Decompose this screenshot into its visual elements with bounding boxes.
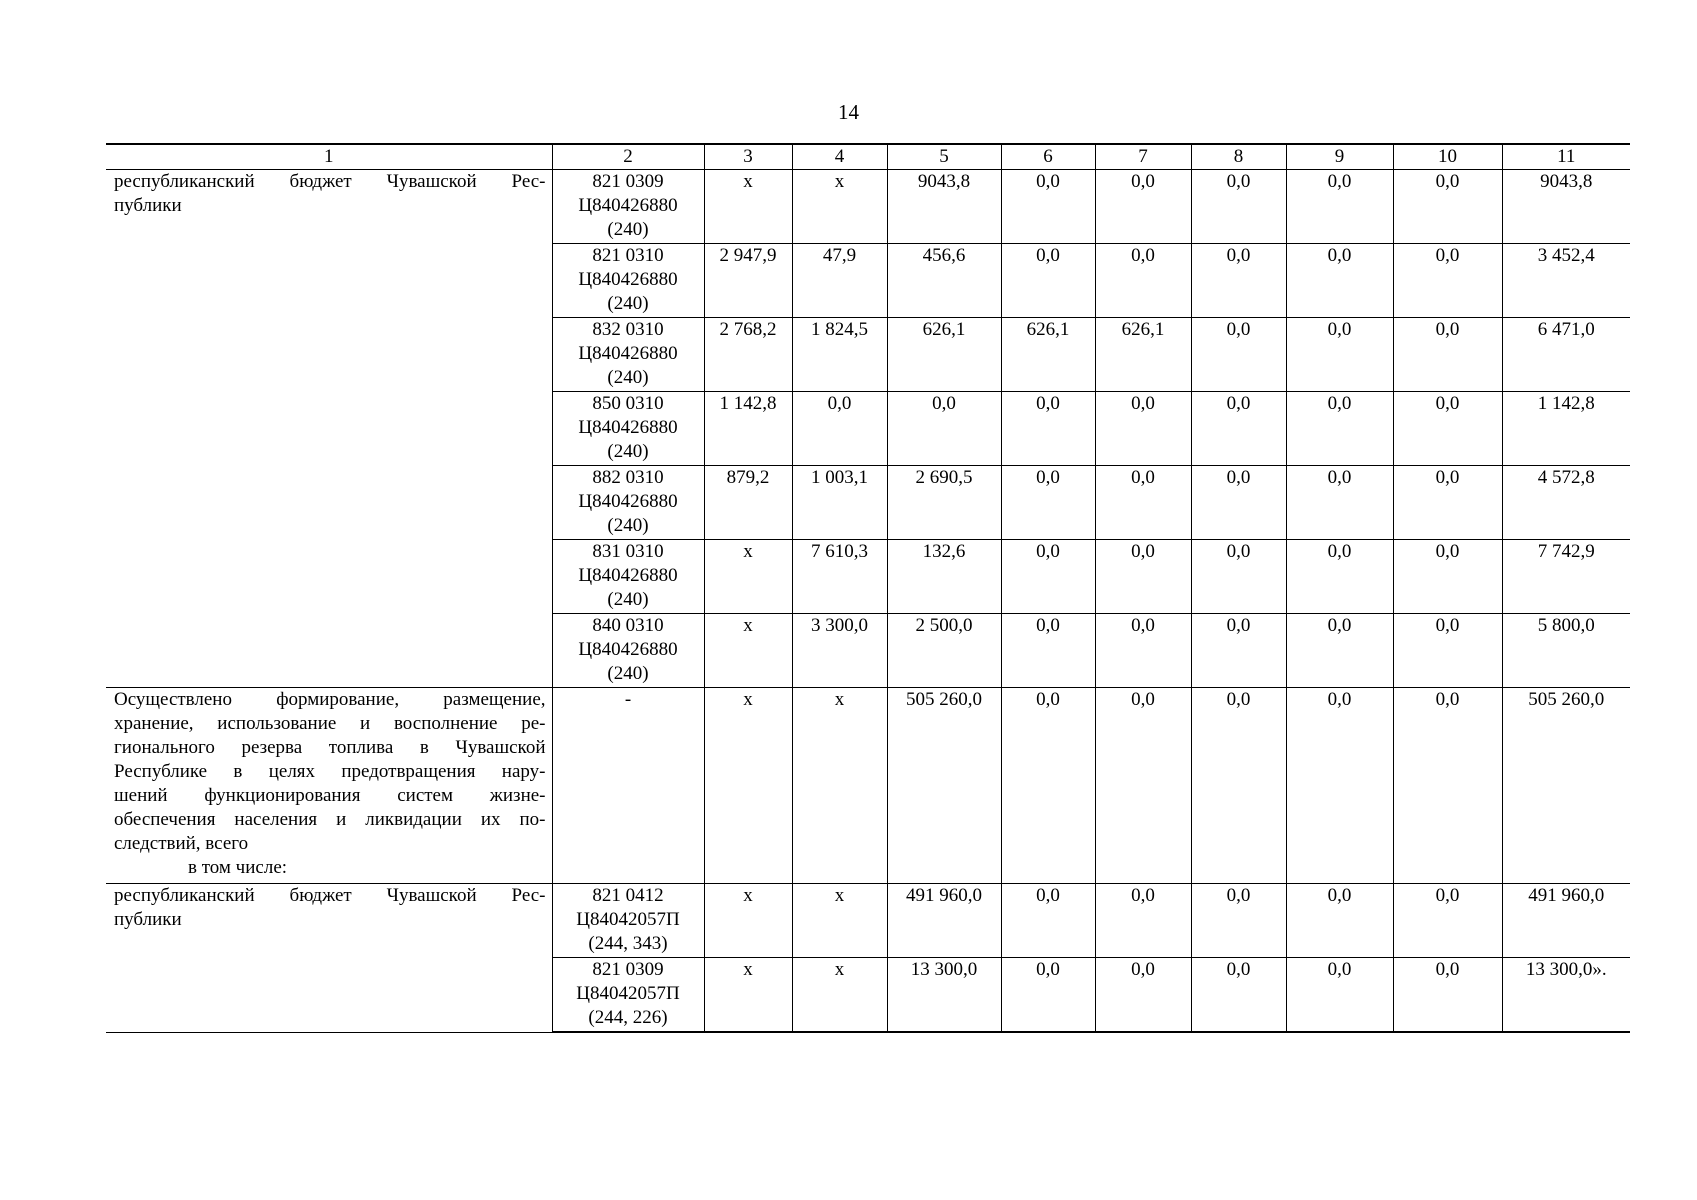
value-cell: 0,0: [1095, 614, 1191, 688]
budget-code-line: 821 0309: [592, 959, 664, 980]
description-line: публики: [114, 195, 182, 216]
value-cell: 0,0: [1286, 318, 1393, 392]
value-cell: 626,1: [887, 318, 1001, 392]
value-cell: 0,0: [1393, 466, 1502, 540]
column-header: 4: [792, 144, 887, 170]
budget-code-line: Ц840426880: [578, 269, 678, 290]
row-description: [106, 688, 552, 884]
value-cell: 0,0: [1001, 392, 1095, 466]
value-cell: 13 300,0: [887, 958, 1001, 1033]
value-cell: 0,0: [1191, 392, 1286, 466]
value-cell: 0,0: [1095, 884, 1191, 958]
value-cell: 626,1: [1095, 318, 1191, 392]
value-cell: 0,0: [1001, 688, 1095, 884]
value-cell: 0,0: [1001, 540, 1095, 614]
value-cell: 0,0: [1393, 540, 1502, 614]
budget-code-line: (244, 226): [588, 1007, 668, 1028]
value-cell: 132,6: [887, 540, 1001, 614]
value-cell: 0,0: [887, 392, 1001, 466]
value-cell: 0,0: [1191, 466, 1286, 540]
value-cell: 456,6: [887, 244, 1001, 318]
description-line: гионального резерва топлива в Чувашской: [114, 737, 546, 758]
value-cell: 0,0: [1095, 244, 1191, 318]
value-cell: 0,0: [1095, 688, 1191, 884]
value-cell: 0,0: [1393, 688, 1502, 884]
table-body: [106, 144, 1630, 1032]
column-header: 8: [1191, 144, 1286, 170]
column-header: 5: [887, 144, 1001, 170]
column-header: 7: [1095, 144, 1191, 170]
value-cell: 505 260,0: [887, 688, 1001, 884]
budget-code-line: 821 0412: [592, 885, 664, 906]
budget-code-line: Ц840426880: [578, 491, 678, 512]
value-cell: 3 300,0: [792, 614, 887, 688]
value-cell: 9043,8: [1502, 170, 1630, 244]
value-cell: 3 452,4: [1502, 244, 1630, 318]
description-line: следствий, всего: [114, 833, 249, 854]
budget-code-line: (240): [607, 663, 649, 684]
value-cell: 0,0: [1286, 958, 1393, 1033]
value-cell: 0,0: [1001, 170, 1095, 244]
description-line: республиканский бюджет Чувашской Рес-: [114, 171, 546, 192]
budget-code-line: 831 0310: [592, 541, 664, 562]
value-cell: х: [704, 958, 792, 1033]
value-cell: 4 572,8: [1502, 466, 1630, 540]
column-header: 11: [1502, 144, 1630, 170]
value-cell: 491 960,0: [1502, 884, 1630, 958]
value-cell: 0,0: [1286, 884, 1393, 958]
value-cell: 2 947,9: [704, 244, 792, 318]
value-cell: 0,0: [1095, 540, 1191, 614]
value-cell: 0,0: [1001, 244, 1095, 318]
value-cell: 2 690,5: [887, 466, 1001, 540]
table-row: [106, 884, 1630, 958]
value-cell: 0,0: [1286, 392, 1393, 466]
value-cell: 0,0: [1001, 958, 1095, 1033]
value-cell: 0,0: [1393, 884, 1502, 958]
value-cell: 0,0: [1001, 614, 1095, 688]
budget-code-line: Ц84042057П: [576, 909, 680, 930]
value-cell: 13 300,0».: [1502, 958, 1630, 1033]
value-cell: 0,0: [1393, 170, 1502, 244]
budget-code-line: Ц840426880: [578, 343, 678, 364]
column-header: 2: [552, 144, 704, 170]
description-line: публики: [114, 909, 182, 930]
value-cell: 0,0: [1393, 318, 1502, 392]
value-cell: 0,0: [1286, 688, 1393, 884]
budget-code-line: (240): [607, 515, 649, 536]
value-cell: 505 260,0: [1502, 688, 1630, 884]
value-cell: 5 800,0: [1502, 614, 1630, 688]
value-cell: 0,0: [1001, 884, 1095, 958]
budget-code-line: (240): [607, 293, 649, 314]
description-line: шений функционирования систем жизне-: [114, 785, 546, 806]
value-cell: 491 960,0: [887, 884, 1001, 958]
value-cell: 0,0: [1095, 170, 1191, 244]
value-cell: 879,2: [704, 466, 792, 540]
value-cell: 0,0: [1191, 958, 1286, 1033]
value-cell: 1 142,8: [1502, 392, 1630, 466]
budget-code-line: (240): [607, 367, 649, 388]
value-cell: 0,0: [1286, 466, 1393, 540]
value-cell: 0,0: [1191, 614, 1286, 688]
value-cell: 0,0: [792, 392, 887, 466]
value-cell: 0,0: [1393, 392, 1502, 466]
budget-code-cell: [552, 170, 704, 244]
column-header: 6: [1001, 144, 1095, 170]
value-cell: 0,0: [1095, 466, 1191, 540]
value-cell: 6 471,0: [1502, 318, 1630, 392]
value-cell: 0,0: [1286, 614, 1393, 688]
column-header: 3: [704, 144, 792, 170]
value-cell: 0,0: [1001, 466, 1095, 540]
budget-code-line: 821 0310: [592, 245, 664, 266]
description-subnote: в том числе:: [188, 857, 288, 878]
budget-code-line: 882 0310: [592, 467, 664, 488]
description-line: республиканский бюджет Чувашской Рес-: [114, 885, 546, 906]
value-cell: 1 824,5: [792, 318, 887, 392]
value-cell: х: [792, 688, 887, 884]
value-cell: 0,0: [1393, 614, 1502, 688]
budget-code-cell: [552, 244, 704, 318]
value-cell: 1 003,1: [792, 466, 887, 540]
value-cell: 0,0: [1286, 170, 1393, 244]
value-cell: 1 142,8: [704, 392, 792, 466]
budget-code-cell: [552, 958, 704, 1033]
budget-code-line: 821 0309: [592, 171, 664, 192]
budget-code-line: Ц84042057П: [576, 983, 680, 1004]
budget-code-line: Ц840426880: [578, 417, 678, 438]
value-cell: 0,0: [1095, 958, 1191, 1033]
description-line: хранение, использование и восполнение ре-: [114, 713, 546, 734]
column-header: 10: [1393, 144, 1502, 170]
value-cell: 2 768,2: [704, 318, 792, 392]
value-cell: 0,0: [1393, 958, 1502, 1033]
value-cell: х: [704, 688, 792, 884]
budget-table: [106, 143, 1630, 1033]
row-description: [106, 884, 552, 1033]
budget-code-cell: [552, 466, 704, 540]
value-cell: х: [792, 958, 887, 1033]
page-number: 14: [838, 100, 859, 124]
budget-code-line: (244, 343): [588, 933, 668, 954]
table-row: [106, 688, 1630, 884]
value-cell: х: [792, 170, 887, 244]
value-cell: 2 500,0: [887, 614, 1001, 688]
budget-code-line: (240): [607, 219, 649, 240]
budget-code-line: 840 0310: [592, 615, 664, 636]
column-header: 9: [1286, 144, 1393, 170]
value-cell: 0,0: [1191, 688, 1286, 884]
value-cell: 47,9: [792, 244, 887, 318]
value-cell: 0,0: [1095, 392, 1191, 466]
value-cell: 0,0: [1191, 540, 1286, 614]
value-cell: х: [704, 170, 792, 244]
value-cell: 7 742,9: [1502, 540, 1630, 614]
description-line: обеспечения населения и ликвидации их по-: [114, 809, 546, 830]
budget-code-cell: [552, 318, 704, 392]
budget-code-line: -: [624, 689, 632, 710]
budget-code-cell: [552, 540, 704, 614]
budget-code-cell: [552, 614, 704, 688]
budget-code-line: (240): [607, 589, 649, 610]
value-cell: х: [792, 884, 887, 958]
row-description: [106, 170, 552, 688]
budget-code-line: Ц840426880: [578, 565, 678, 586]
column-number-row: [106, 144, 1630, 170]
budget-code-line: Ц840426880: [578, 195, 678, 216]
value-cell: 0,0: [1191, 884, 1286, 958]
value-cell: х: [704, 884, 792, 958]
value-cell: х: [704, 540, 792, 614]
budget-code-line: Ц840426880: [578, 639, 678, 660]
value-cell: 0,0: [1191, 170, 1286, 244]
budget-code-line: 850 0310: [592, 393, 664, 414]
budget-code-cell: [552, 884, 704, 958]
budget-code-cell: [552, 392, 704, 466]
column-header: 1: [106, 144, 552, 170]
value-cell: 0,0: [1191, 244, 1286, 318]
budget-code-cell: [552, 688, 704, 884]
value-cell: 0,0: [1191, 318, 1286, 392]
value-cell: 0,0: [1393, 244, 1502, 318]
value-cell: 0,0: [1286, 244, 1393, 318]
budget-code-line: 832 0310: [592, 319, 664, 340]
description-line: Республике в целях предотвращения нару-: [114, 761, 546, 782]
value-cell: 626,1: [1001, 318, 1095, 392]
value-cell: 7 610,3: [792, 540, 887, 614]
value-cell: х: [704, 614, 792, 688]
budget-code-line: (240): [607, 441, 649, 462]
value-cell: 0,0: [1286, 540, 1393, 614]
description-line: Осуществлено формирование, размещение,: [114, 689, 546, 710]
value-cell: 9043,8: [887, 170, 1001, 244]
table-row: [106, 170, 1630, 244]
